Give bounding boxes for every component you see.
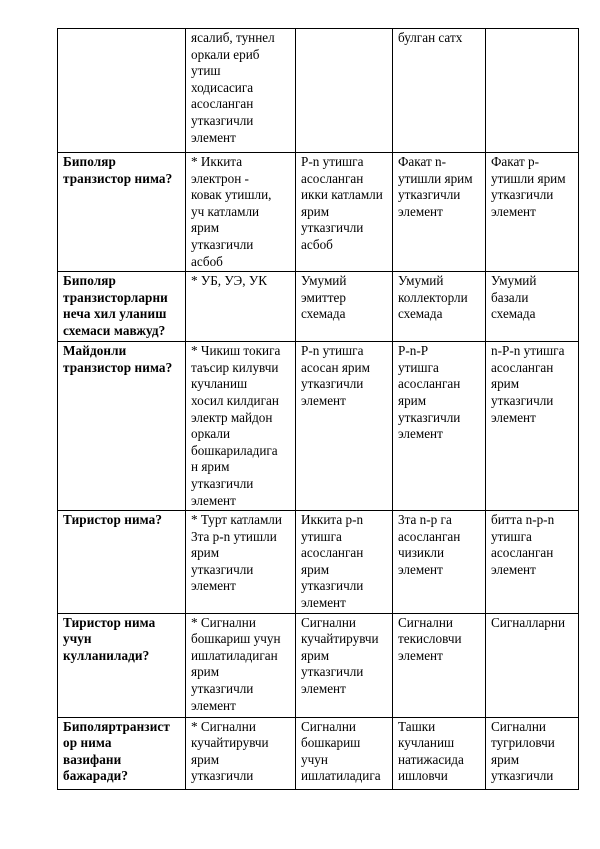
answer-text: P-n утишга асосан ярим утказгичли элемент (301, 343, 370, 408)
answer-cell (296, 717, 393, 789)
answer-cell (486, 342, 579, 511)
answer-cell (393, 29, 486, 153)
answer-cell-correct (186, 342, 296, 511)
question-text: Тиристор нима учун кулланилади? (63, 614, 156, 663)
answer-cell (296, 272, 393, 342)
answer-text: * Иккита электрон - ковак утишли, уч катламли ярим утказгичли асбоб (191, 154, 272, 269)
answer-cell-correct (186, 717, 296, 789)
answer-cell (393, 511, 486, 614)
answer-text: P-n-P утишга асосланган ярим утказгичли элемент (398, 343, 461, 442)
table-row (58, 272, 579, 342)
answer-text: Ташки кучланиш натижасида ишловчи (398, 718, 464, 784)
answer-cell (486, 613, 579, 717)
question-text: Биполяр транзисторларни неча хил уланиш схемаси мавжуд? (63, 273, 168, 338)
answer-cell-correct (186, 613, 296, 717)
table-row (58, 717, 579, 789)
question-cell (58, 153, 186, 272)
answer-cell-correct (186, 153, 296, 272)
question-cell (58, 717, 186, 789)
answer-text: * УБ, УЭ, УК (191, 273, 267, 289)
answer-text: * Турт катламли 3та p-n утишли ярим утказгичли элемент (191, 512, 282, 594)
answer-cell (486, 717, 579, 789)
answer-cell (296, 613, 393, 717)
question-text: Биполяртранзист ор нима вазифани бажаради? (63, 718, 170, 784)
answer-cell (393, 613, 486, 717)
answer-cell (393, 717, 486, 789)
question-cell (58, 613, 186, 717)
question-cell (58, 29, 186, 153)
answer-text: Сигнални кучайтирувчи ярим утказгичли элемент (301, 614, 379, 697)
answer-text: битта n-p-n утишга асосланган элемент (491, 512, 555, 577)
question-cell (58, 272, 186, 342)
question-cell (58, 511, 186, 614)
answer-text: Умумий эмиттер схемада (301, 273, 347, 322)
answer-cell-correct (186, 272, 296, 342)
answer-text: Умумий базали схемада (491, 273, 537, 322)
answer-cell (393, 342, 486, 511)
answer-text: ясалиб, туннел оркали ериб утиш ходисасига асосланган утказгичли элемент (191, 30, 275, 145)
question-text: Биполяр транзистор нима? (63, 154, 173, 186)
answer-text: n-P-n утишга асосланган ярим утказгичли элемент (491, 343, 565, 425)
table-row (58, 613, 579, 717)
answer-text: Факат p- утишли ярим утказгичли элемент (491, 154, 566, 219)
table-row (58, 511, 579, 614)
question-table (57, 28, 579, 790)
question-text: Тиристор нима? (63, 512, 163, 528)
answer-text: Сигнални текисловчи элемент (398, 614, 462, 663)
question-cell (58, 342, 186, 511)
answer-cell (393, 272, 486, 342)
answer-cell-correct (186, 29, 296, 153)
answer-cell (296, 511, 393, 614)
table-row (58, 153, 579, 272)
answer-cell (486, 153, 579, 272)
answer-cell (486, 29, 579, 153)
answer-cell-correct (186, 511, 296, 614)
answer-text: Сигналларни (491, 614, 566, 630)
question-text: Майдонли транзистор нима? (63, 343, 173, 375)
answer-cell (296, 342, 393, 511)
answer-text: булган сатх (398, 30, 463, 45)
answer-text: Иккита p-n утишга асосланган ярим утказгичли элемент (301, 512, 364, 611)
answer-text: Умумий коллекторли схемада (398, 273, 468, 322)
answer-text: 3та n-p га асосланган чизикли элемент (398, 512, 461, 577)
answer-text: Сигнални тугриловчи ярим утказгичли (491, 718, 555, 784)
table-row (58, 29, 579, 153)
table-row (58, 342, 579, 511)
answer-text: * Чикиш токига таъсир килувчи кучланиш хосил килдиган электр майдон оркали бошкариладига н ярим утказгичли элемент (191, 343, 281, 508)
answer-cell (486, 272, 579, 342)
answer-text: P-n утишга асосланган икки катламли ярим утказгичли асбоб (301, 154, 383, 252)
answer-cell (296, 153, 393, 272)
answer-text: Факат n- утишли ярим утказгичли элемент (398, 154, 473, 219)
answer-text: * Сигнални кучайтирувчи ярим утказгичли (191, 718, 269, 784)
answer-cell (486, 511, 579, 614)
answer-cell (296, 29, 393, 153)
answer-text: Сигнални бошкариш учун ишлатиладига (301, 718, 381, 784)
answer-cell (393, 153, 486, 272)
answer-text: * Сигнални бошкариш учун ишлатиладиган ярим утказгичли элемент (191, 614, 281, 713)
